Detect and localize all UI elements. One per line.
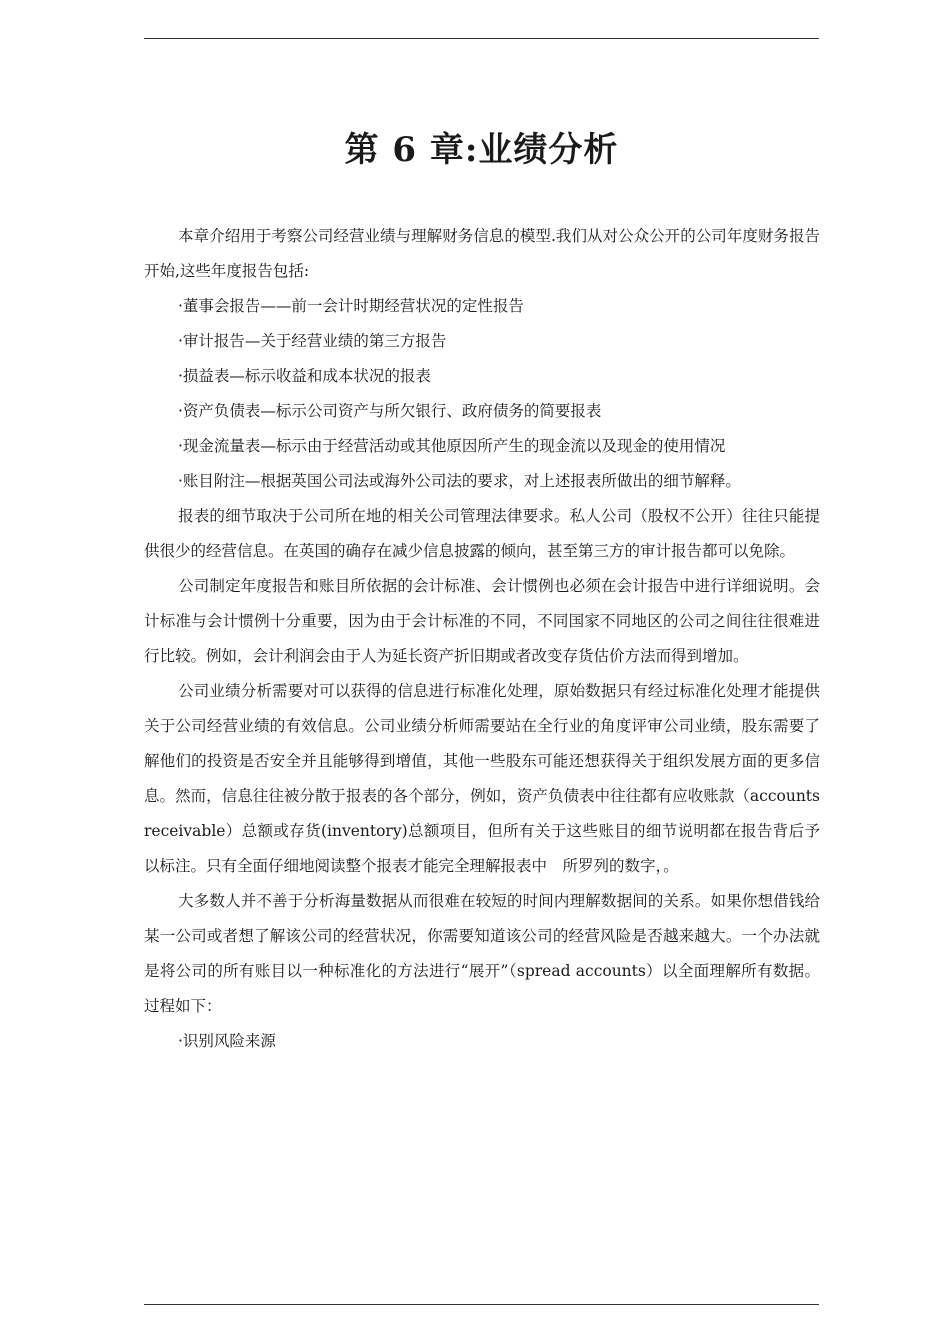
list-item: ·账目附注—根据英国公司法或海外公司法的要求，对上述报表所做出的细节解释。 bbox=[178, 472, 741, 490]
intro-paragraph: 本章介绍用于考察公司经营业绩与理解财务信息的模型.我们从对公众公开的公司年度财务报告开始,这些年度报告包括: bbox=[144, 227, 820, 280]
header-rule bbox=[144, 38, 819, 39]
report-item-list bbox=[144, 289, 820, 499]
process-item-list bbox=[144, 1024, 820, 1059]
body-paragraph: 大多数人并不善于分析海量数据从而很难在较短的时间内理解数据间的关系。如果你想借钱给某一公司或者想了解该公司的经营状况，你需要知道该公司的经营风险是否越来越大。一个办法就是将公司的所有账目以一种标准化的方法进行“展开”（spread accounts）以全面理解所有数据。过程如下： bbox=[144, 892, 820, 1015]
body-paragraph: 公司业绩分析需要对可以获得的信息进行标准化处理，原始数据只有经过标准化处理才能提供关于公司经营业绩的有效信息。公司业绩分析师需要站在全行业的角度评审公司业绩，股东需要了解他们的投资是否安全并且能够得到增值，其他一些股东可能还想获得关于组织发展方面的更多信息。然而，信息往往被分散于报表的各个部分，例如，资产负债表中往往都有应收账款（accounts receivable）总额或存货(inventory)总额项目，但所有关于这些账目的细节说明都在报告背后予以标注。只有全面仔细地阅读整个报表才能完全理解报表中 所罗列的数字，。 bbox=[144, 682, 820, 875]
footer-rule bbox=[144, 1304, 819, 1305]
body-paragraph: 报表的细节取决于公司所在地的相关公司管理法律要求。私人公司（股权不公开）往往只能提供很少的经营信息。在英国的确存在减少信息披露的倾向，甚至第三方的审计报告都可以免除。 bbox=[144, 507, 820, 560]
list-item: ·董事会报告——前一会计时期经营状况的定性报告 bbox=[178, 297, 524, 315]
list-item: ·识别风险来源 bbox=[178, 1032, 276, 1050]
list-item: ·损益表—标示收益和成本状况的报表 bbox=[178, 367, 431, 385]
list-item: ·审计报告—关于经营业绩的第三方报告 bbox=[178, 332, 447, 350]
list-item: ·资产负债表—标示公司资产与所欠银行、政府债务的简要报表 bbox=[178, 402, 602, 420]
body-paragraph: 公司制定年度报告和账目所依据的会计标准、会计惯例也必须在会计报告中进行详细说明。会计标准与会计惯例十分重要，因为由于会计标准的不同，不同国家不同地区的公司之间往往很难进行比较。例如，会计利润会由于人为延长资产折旧期或者改变存货估价方法而得到增加。 bbox=[144, 577, 820, 665]
chapter-title: 第 6 章:业绩分析 bbox=[344, 130, 619, 170]
document-body bbox=[144, 219, 820, 1059]
list-item: ·现金流量表—标示由于经营活动或其他原因所产生的现金流以及现金的使用情况 bbox=[178, 437, 726, 455]
